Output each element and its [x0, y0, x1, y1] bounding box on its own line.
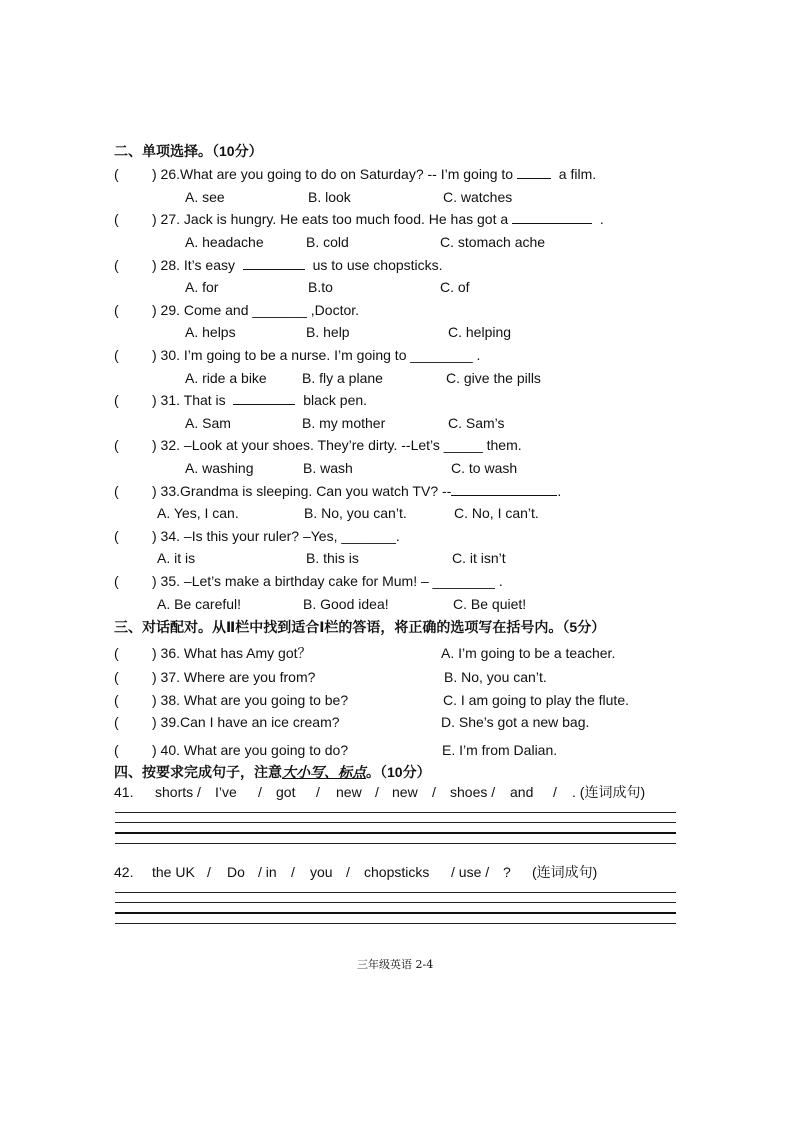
instruction: (连词成句): [532, 864, 598, 880]
writing-line: [115, 843, 676, 844]
option-b: B. this is: [306, 550, 359, 566]
word-separator: /: [553, 784, 557, 800]
writing-line: [115, 902, 676, 903]
match-question: ) 39.Can I have an ice cream?: [152, 714, 340, 730]
question-number: 42.: [114, 864, 134, 880]
answer-paren: (: [114, 483, 119, 499]
writing-line: [115, 892, 676, 893]
option-b: B. look: [308, 189, 351, 205]
blank: [451, 483, 557, 496]
word-chip: the UK: [152, 864, 195, 880]
question-text: ) 33.Grandma is sleeping. Can you watch TV? -- .: [152, 483, 562, 499]
option-b: B. fly a plane: [302, 370, 383, 386]
match-question: ) 40. What are you going to do?: [152, 742, 349, 758]
page-footer: 三年级英语 2-4: [357, 958, 434, 971]
match-answer: C. I am going to play the flute.: [443, 692, 629, 708]
match-answer: D. She’s got a new bag.: [441, 714, 590, 730]
option-b: B. Good idea!: [303, 596, 389, 612]
word-chip: ?: [503, 864, 511, 880]
word-chip: chopsticks: [364, 864, 430, 880]
blank: [512, 211, 592, 224]
answer-paren: (: [114, 714, 119, 730]
answer-paren: (: [114, 257, 119, 273]
word-separator: /: [432, 784, 436, 800]
option-a: A. Sam: [185, 415, 231, 431]
word-chip: / use /: [451, 864, 490, 880]
question-text: ) 27. Jack is hungry. He eats too much food. He has got a .: [152, 211, 604, 227]
word-separator: /: [346, 864, 350, 880]
option-b: B. my mother: [302, 415, 386, 431]
option-c: C. of: [440, 279, 470, 295]
question-text: ) 34. –Is this your ruler? –Yes, _______.: [152, 528, 400, 544]
option-c: C. it isn’t: [452, 550, 506, 566]
match-answer: B. No, you can’t.: [444, 669, 547, 685]
writing-line: [115, 812, 676, 813]
question-text: ) 30. I’m going to be a nurse. I’m going to ________ .: [152, 347, 481, 363]
word-chip: new: [392, 784, 418, 800]
question-text: ) 35. –Let’s make a birthday cake for Mum! – ________ .: [152, 573, 503, 589]
question-text: ) 32. –Look at your shoes. They’re dirty. --Let’s _____ them.: [152, 437, 522, 453]
word-chip: / in: [258, 864, 277, 880]
word-separator: /: [207, 864, 211, 880]
option-b: B. cold: [306, 234, 349, 250]
word-chip: Do: [227, 864, 245, 880]
word-chip: shorts /: [155, 784, 201, 800]
answer-paren: (: [114, 166, 119, 182]
option-a: A. washing: [185, 460, 254, 476]
word-chip: got: [276, 784, 296, 800]
question-text: ) 31. That is black pen.: [152, 392, 368, 408]
answer-paren: (: [114, 669, 119, 685]
match-answer: E. I’m from Dalian.: [442, 742, 558, 758]
match-question: ) 38. What are you going to be?: [152, 692, 349, 708]
option-c: C. helping: [448, 324, 512, 340]
answer-paren: (: [114, 347, 119, 363]
word-chip: I’ve: [215, 784, 237, 800]
option-a: A. Be careful!: [157, 596, 242, 612]
word-separator: /: [375, 784, 379, 800]
option-a: A. Yes, I can.: [157, 505, 239, 521]
option-c: C. Be quiet!: [453, 596, 527, 612]
instruction: . (连词成句): [572, 784, 646, 800]
answer-paren: (: [114, 742, 119, 758]
option-c: C. stomach ache: [440, 234, 546, 250]
answer-paren: (: [114, 528, 119, 544]
word-separator: /: [291, 864, 295, 880]
section-3-title: 三、对话配对。从Ⅱ栏中找到适合Ⅰ栏的答语，将正确的选项写在括号内。（5分）: [114, 619, 606, 635]
blank: [243, 257, 305, 270]
match-question: ) 37. Where are you from?: [152, 669, 316, 685]
blank: [517, 166, 551, 179]
option-c: C. No, I can’t.: [454, 505, 539, 521]
answer-paren: (: [114, 392, 119, 408]
word-separator: /: [316, 784, 320, 800]
option-b: B.to: [308, 279, 333, 295]
option-a: A. ride a bike: [185, 370, 267, 386]
match-answer: A. I’m going to be a teacher.: [441, 645, 616, 661]
option-a: A. for: [185, 279, 219, 295]
option-c: C. Sam’s: [448, 415, 505, 431]
section-4-title: 四、按要求完成句子，注意大小写、标点。（10分）: [114, 764, 431, 780]
answer-paren: (: [114, 302, 119, 318]
writing-line: [115, 912, 676, 914]
writing-line: [115, 832, 676, 834]
option-a: A. it is: [157, 550, 196, 566]
answer-paren: (: [114, 211, 119, 227]
option-c: C. watches: [443, 189, 513, 205]
option-b: B. help: [306, 324, 350, 340]
word-chip: you: [310, 864, 333, 880]
question-number: 41.: [114, 784, 134, 800]
question-text: ) 26.What are you going to do on Saturday? -- I’m going to a film.: [152, 166, 597, 182]
word-separator: /: [258, 784, 262, 800]
answer-paren: (: [114, 573, 119, 589]
match-question: ) 36. What has Amy got？: [152, 645, 312, 661]
option-a: A. headache: [185, 234, 264, 250]
option-a: A. see: [185, 189, 225, 205]
answer-paren: (: [114, 692, 119, 708]
question-text: ) 29. Come and _______ ,Doctor.: [152, 302, 360, 318]
word-chip: new: [336, 784, 362, 800]
blank: [233, 392, 295, 405]
option-b: B. No, you can’t.: [304, 505, 407, 521]
question-text: ) 28. It’s easy us to use chopsticks.: [152, 257, 443, 273]
answer-paren: (: [114, 437, 119, 453]
option-b: B. wash: [303, 460, 353, 476]
answer-paren: (: [114, 645, 119, 661]
section-2-title: 二、单项选择。（10分）: [114, 143, 263, 159]
option-c: C. give the pills: [446, 370, 541, 386]
writing-line: [115, 822, 676, 823]
writing-line: [115, 923, 676, 924]
word-chip: and: [510, 784, 534, 800]
word-chip: shoes /: [450, 784, 496, 800]
option-c: C. to wash: [451, 460, 518, 476]
option-a: A. helps: [185, 324, 236, 340]
